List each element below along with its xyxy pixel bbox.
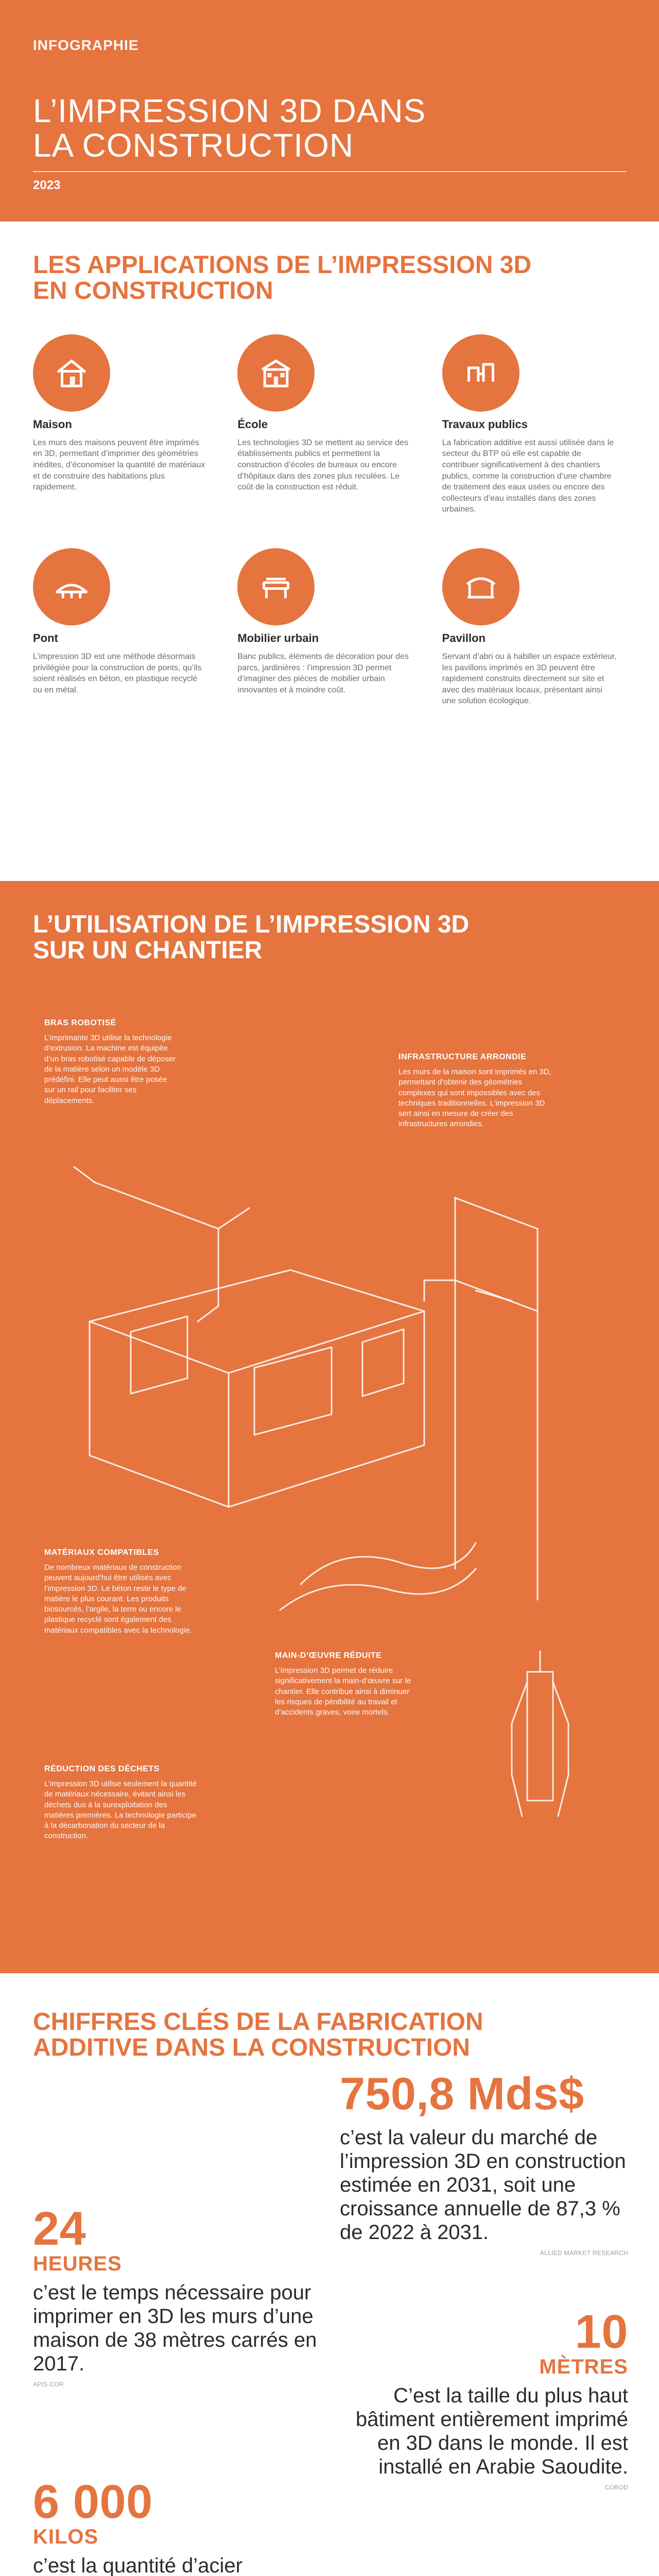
- application-school: [237, 334, 421, 515]
- eyebrow: INFOGRAPHIE: [33, 37, 139, 53]
- pavilion-icon: [442, 548, 519, 625]
- application-public-works: [442, 334, 626, 515]
- stat-market: [340, 2068, 628, 2257]
- label-text: L’imprimante 3D utilise la technologie d’extrusion. La machine est équipée d’un bras robotisé capable de déposer de la matière selon un modèle 3D prédéfini. Elle peut aussi être posée sur un rail pour faciliter ses déplacements.: [44, 1033, 176, 1105]
- application-pavilion: [442, 548, 626, 707]
- application-title: Pont: [33, 631, 58, 645]
- stat-value: 6 000: [33, 2476, 153, 2528]
- applications-grid: [33, 334, 626, 707]
- hero-title-line1: L’IMPRESSION 3D DANS: [33, 92, 426, 129]
- applications-title: [33, 252, 626, 304]
- label-title: INFRASTRUCTURE ARRONDIE: [398, 1053, 527, 1061]
- stat-unit: KILOS: [33, 2526, 99, 2548]
- application-text: Servant d’abri ou à habiller un espace extérieur, les pavillons imprimés en 3D peuvent être rapidement construits directement sur site et avec des matériaux locaux, présentant ainsi une solution écologique.: [442, 652, 617, 706]
- stats-title: [33, 2009, 626, 2061]
- stat-value: 10: [575, 2306, 628, 2358]
- school-icon: [237, 334, 315, 412]
- usage-title: [33, 912, 626, 964]
- usage-section: [0, 881, 659, 1973]
- application-text: Les murs des maisons peuvent être imprimés en 3D, permettant d’imprimer des géométries inédites, d’économiser la quantité de matériaux et de construire des habitations plus rapidement.: [33, 438, 205, 492]
- pipes-icon: [442, 334, 519, 412]
- stat-unit: MÈTRES: [539, 2355, 628, 2378]
- application-title: Maison: [33, 417, 72, 431]
- label-bras-robotise: [44, 1019, 178, 1106]
- application-title: Pavillon: [442, 631, 486, 645]
- application-title: École: [237, 417, 268, 431]
- label-title: BRAS ROBOTISÉ: [44, 1019, 116, 1027]
- label-title: MAIN-D’ŒUVRE RÉDUITE: [275, 1651, 382, 1660]
- label-text: Les murs de la maison sont imprimés en 3D, permettant d’obtenir des géométries complexes qui sont impossibles avec des techniques traditionnelles. L’impression 3D sert ainsi en mesure de créer des infrastructures arrondies.: [398, 1067, 551, 1129]
- application-urban-furniture: [237, 548, 421, 707]
- label-infrastructure-arrondie: [398, 1053, 553, 1130]
- stats-title-line2: ADDITIVE DANS LA CONSTRUCTION: [33, 2034, 470, 2062]
- application-bridge: [33, 548, 217, 707]
- stat-text: c’est la quantité d’acier: [33, 2554, 242, 2576]
- label-main-oeuvre-reduite: [275, 1651, 419, 1718]
- stat-text: c’est le temps nécessaire pour imprimer en 3D les murs d’une maison de 38 mètres carrés en 2017.: [33, 2281, 317, 2375]
- application-text: Les technologies 3D se mettent au service des établissements publics et permettent la construction d’écoles de bureaux ou encore d’hôpitaux dans des zones plus reculées. Le coût de la construction est réduit.: [237, 438, 409, 492]
- applications-section: [0, 222, 659, 881]
- label-reduction-dechets: [44, 1765, 199, 1842]
- stat-source: APIS COR: [33, 2381, 64, 2388]
- label-title: RÉDUCTION DES DÉCHETS: [44, 1765, 160, 1773]
- hero-divider: [33, 171, 626, 172]
- stats-section: [0, 1973, 659, 2576]
- stats-title-line1: CHIFFRES CLÉS DE LA FABRICATION: [33, 2008, 483, 2036]
- stat-value: 750,8 Mds$: [340, 2068, 584, 2119]
- house-icon: [33, 334, 110, 412]
- applications-title-line1: LES APPLICATIONS DE L’IMPRESSION 3D: [33, 251, 532, 279]
- hero-title-line2: LA CONSTRUCTION: [33, 127, 354, 164]
- stat-tallest: [355, 2308, 628, 2491]
- stat-source: COBOD: [604, 2484, 628, 2491]
- application-house: [33, 334, 217, 515]
- hero-section: [0, 0, 659, 222]
- label-text: L’impression 3D permet de réduire significativement la main-d’œuvre sur le chantier. Elle contribue ainsi à diminuer les risques de pénibilité au travail et d’accidents graves, voire mortels.: [275, 1666, 411, 1717]
- usage-title-line2: SUR UN CHANTIER: [33, 937, 263, 964]
- construction-illustration: [33, 1012, 626, 1937]
- stat-text: c’est la valeur du marché de l’impression 3D en construction estimée en 2031, soit une croissance annuelle de 87,3 % de 2022 à 2031.: [340, 2126, 626, 2244]
- application-title: Mobilier urbain: [237, 631, 319, 645]
- stat-source: ALLIED MARKET RESEARCH: [540, 2249, 628, 2257]
- usage-title-line1: L’UTILISATION DE L’IMPRESSION 3D: [33, 911, 470, 938]
- application-title: Travaux publics: [442, 417, 528, 431]
- label-title: MATÉRIAUX COMPATIBLES: [44, 1548, 159, 1557]
- hero-year: 2023: [33, 178, 61, 192]
- bench-icon: [237, 548, 315, 625]
- label-materiaux-compatibles: [44, 1548, 199, 1636]
- applications-title-line2: EN CONSTRUCTION: [33, 277, 273, 305]
- label-text: De nombreux matériaux de construction peuvent aujourd’hui être utilisés avec l’impression 3D. Le béton reste le type de matière le plus courant. Les produits biosourcés, l’argile, la terre ou encore le plastique recyclé sont également des matériaux compatibles avec la technologie.: [44, 1563, 192, 1635]
- bridge-icon: [33, 548, 110, 625]
- stat-steel: [33, 2478, 321, 2576]
- hero-title: [33, 94, 626, 163]
- stat-hours: [33, 2202, 321, 2388]
- application-text: L’impression 3D est une méthode désormais privilégiée pour la construction de ponts, qu’ils soient réalisés en béton, en plastique recyclé ou en métal.: [33, 652, 202, 694]
- application-text: La fabrication additive est aussi utilisée dans le secteur du BTP où elle est capable de contribuer significativement à des chantiers publics, comme la construction d’une chambre de traitement des eaux usées ou encore des collecteurs d’eau installés dans des zones urbaines.: [442, 438, 614, 514]
- label-text: L’impression 3D utilise seulement la quantité de matériaux nécessaire, évitant ainsi les déchets dus à la surexploitation des matières premières. La technologie participe à la décarbonation du secteur de la construction.: [44, 1780, 197, 1841]
- stat-unit: HEURES: [33, 2252, 122, 2275]
- stat-value: 24: [33, 2202, 86, 2255]
- application-text: Banc publics, éléments de décoration pour des parcs, jardinières : l’impression 3D permet d’imaginer des pièces de mobilier urbain innovantes et à moindre coût.: [237, 652, 409, 694]
- stat-text: C’est la taille du plus haut bâtiment entièrement imprimé en 3D dans le monde. Il est installé en Arabie Saoudite.: [355, 2384, 628, 2478]
